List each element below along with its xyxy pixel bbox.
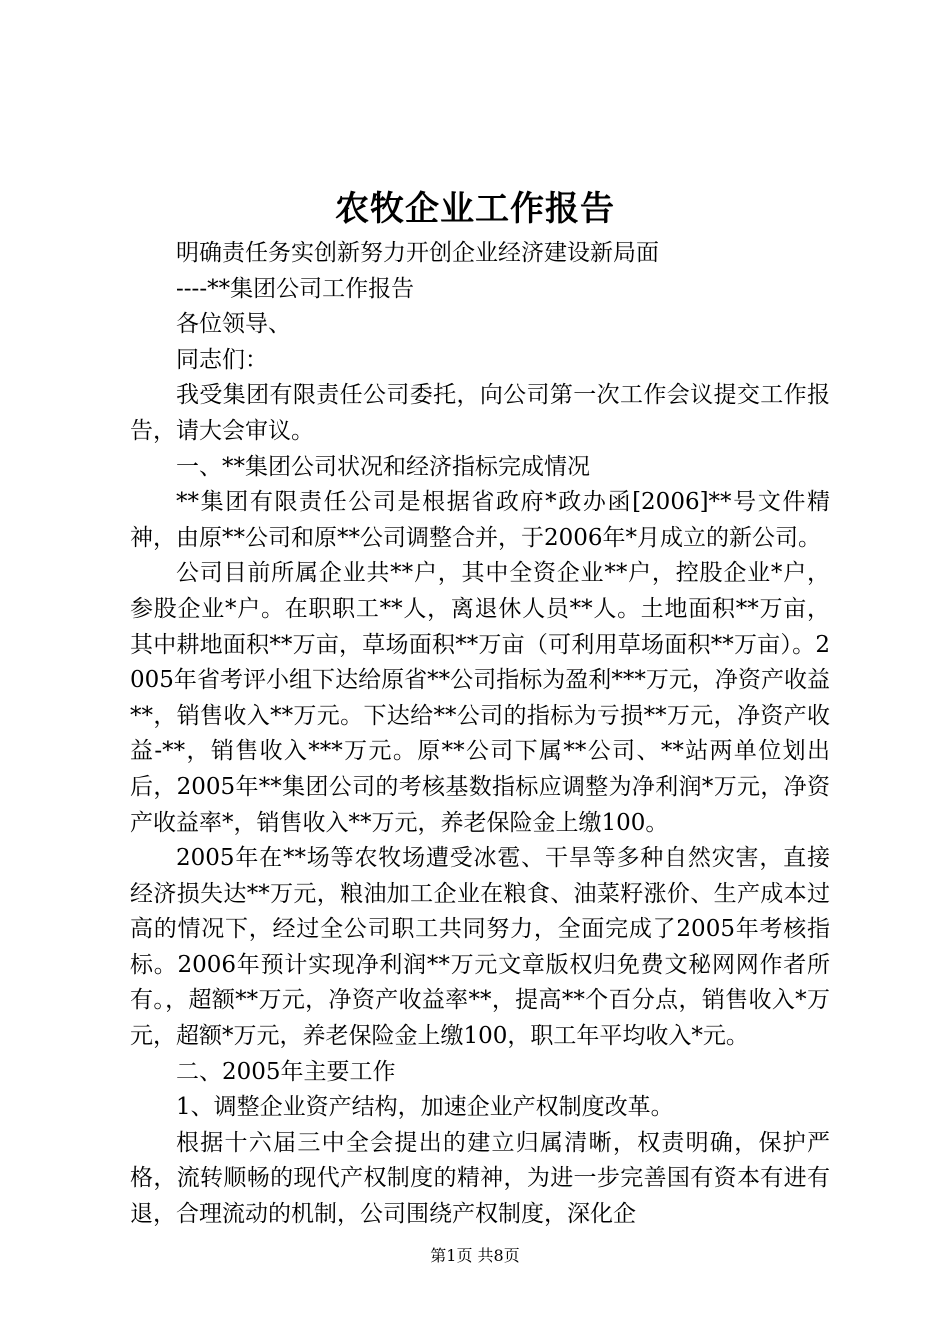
salutation-line-1: 各位领导、 xyxy=(176,311,291,338)
paragraph: 2005年在**场等农牧场遭受冰雹、干旱等多种自然灾害，直接经济损失达**万元，粮油加工企业在粮食、油菜籽涨价、生产成本过高的情况下，经过全公司职工共同努力，全面完成了2005年考核指标。2006年预计实现净利润**万元文章版权归免费文秘网网作者所有。，超额**万元，净资产收益率**，提高**个百分点，销售收入*万元，超额*万元，养老保险金上缴100，职工年平均收入*元。 xyxy=(130,845,830,1050)
paragraph: 我受集团有限责任公司委托，向公司第一次工作会议提交工作报告，请大会审议。 xyxy=(130,382,830,444)
paragraph: 公司目前所属企业共**户，其中全资企业**户，控股企业*户，参股企业*户。在职职工**人，离退休人员**人。土地面积**万亩，其中耕地面积**万亩，草场面积**万亩（可利用草场面积**万亩）。2005年省考评小组下达给原省**公司指标为盈利***万元，净资产收益**，销售收入**万元。下达给**公司的指标为亏损**万元，净资产收益-**，销售收入***万元。原**公司下属**公司、**站两单位划出后，2005年**集团公司的考核基数指标应调整为净利润*万元，净资产收益率*，销售收入**万元，养老保险金上缴100。 xyxy=(130,560,830,836)
paragraph: 根据十六届三中全会提出的建立归属清晰，权责明确，保护严格，流转顺畅的现代产权制度的精神，为进一步完善国有资本有进有退，合理流动的机制，公司围绕产权制度，深化企 xyxy=(130,1129,830,1228)
section-heading: 一、**集团公司状况和经济指标完成情况 xyxy=(176,453,590,480)
subsection-heading: 1、调整企业资产结构，加速企业产权制度改革。 xyxy=(176,1094,674,1121)
salutation-line-2: 同志们： xyxy=(176,346,268,373)
section-heading: 二、2005年主要工作 xyxy=(176,1058,396,1085)
document-body xyxy=(130,236,830,1233)
document-title: 农牧企业工作报告 xyxy=(335,189,615,229)
subtitle-source: ----**集团公司工作报告 xyxy=(176,275,415,302)
paragraph: **集团有限责任公司是根据省政府*政办函[2006]**号文件精神，由原**公司和原**公司调整合并，于2006年*月成立的新公司。 xyxy=(130,489,830,551)
subtitle-line: 明确责任务实创新努力开创企业经济建设新局面 xyxy=(176,240,659,266)
page-footer: 第1页 共8页 xyxy=(430,1246,520,1265)
